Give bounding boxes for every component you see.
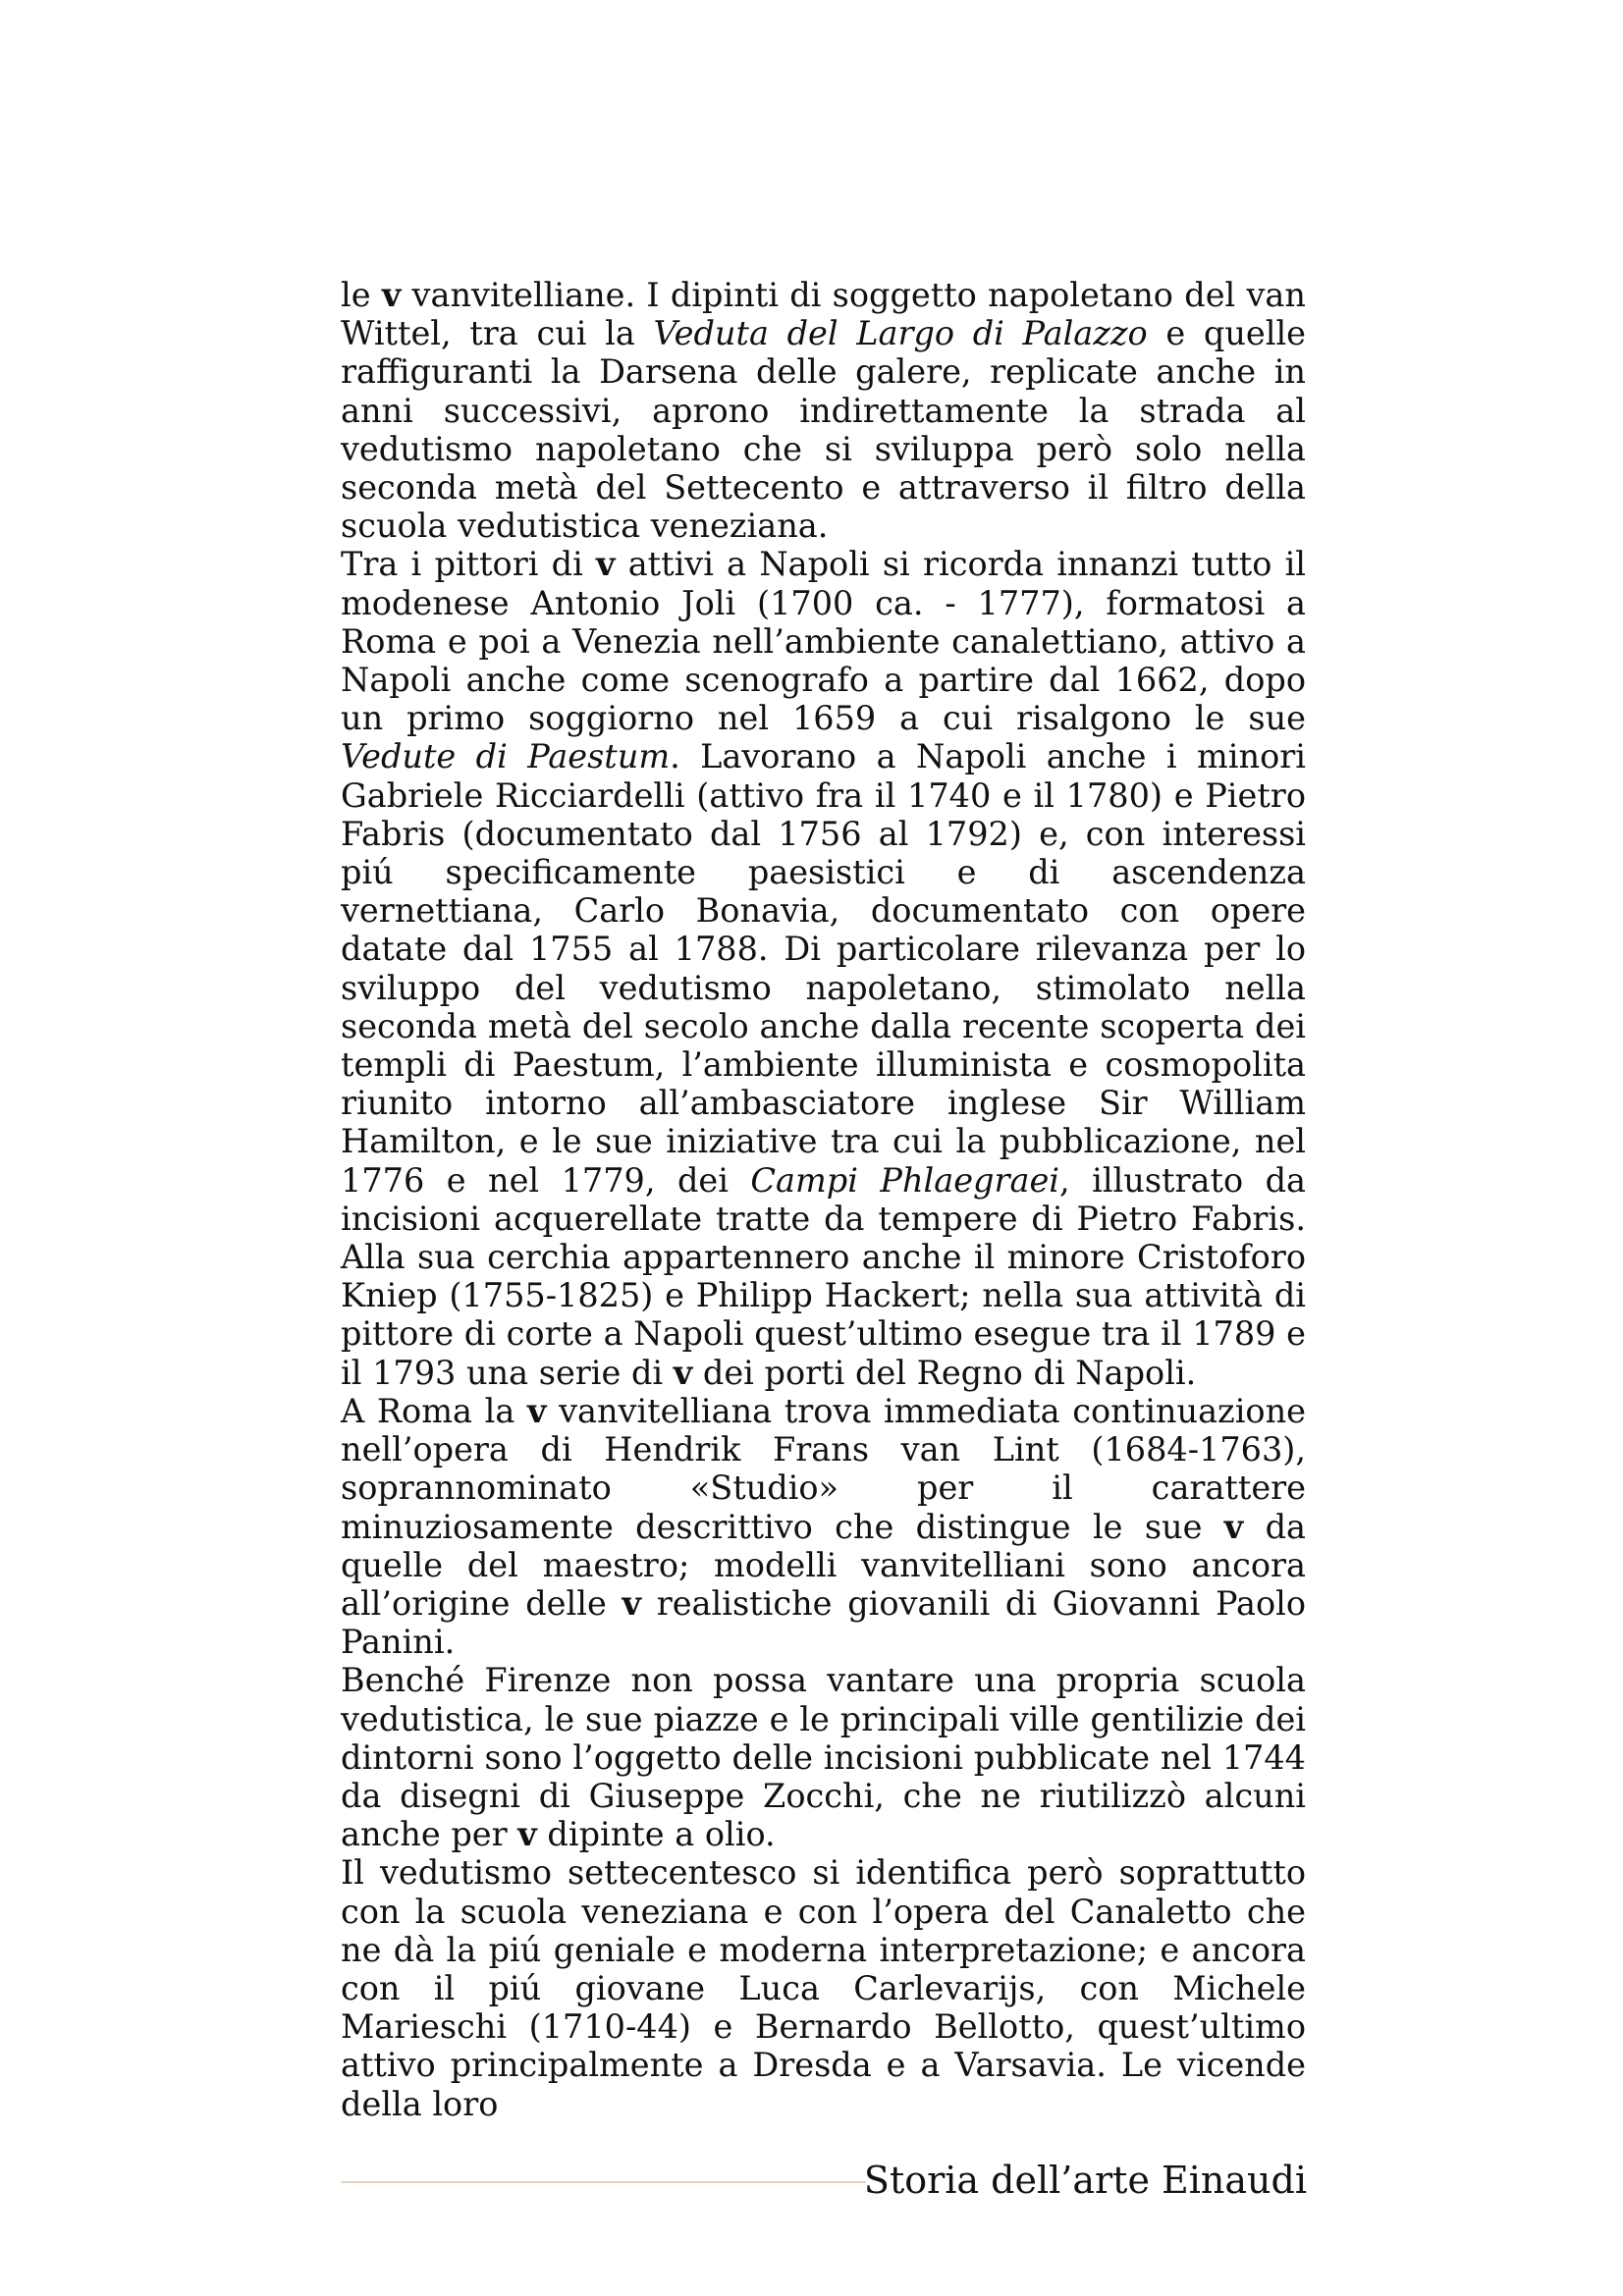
bold-abbreviation: v <box>1223 1507 1244 1546</box>
text-run: da quelle del maestro; modelli vanvitelliani sono ancora all’origine delle <box>341 1507 1306 1623</box>
text-run: dei porti del Regno di Napoli. <box>692 1353 1197 1392</box>
bold-abbreviation: v <box>596 545 616 584</box>
text-run: realistiche giovanili di Giovanni Paolo Panini. <box>341 1583 1307 1662</box>
body-text <box>341 276 1306 2123</box>
paragraph-5 <box>341 1853 1306 2122</box>
paragraph-4 <box>341 1661 1306 1853</box>
text-run: , illustrato da incisioni acquerellate tratte da tempere di Pietro Fabris. Alla sua cerchia appartennero anche il minore Cristoforo Kniep (1755-1825) e Philipp Hackert; nella sua attività di pittore di corte a Napoli quest’ultimo esegue tra il 1789 e il 1793 una serie di <box>341 1160 1307 1392</box>
text-run: A Roma la <box>341 1391 527 1430</box>
italic-title: Veduta del Largo di Palazzo <box>653 314 1148 353</box>
bold-abbreviation: v <box>526 1391 547 1430</box>
italic-title: Vedute di Paestum <box>341 737 671 776</box>
text-run: attivi a Napoli si ricorda innanzi tutto il modenese Antonio Joli (1700 ca. - 1777), formatosi a Roma e poi a Venezia nell’ambiente canalettiano, attivo a Napoli anche come scenografo a partire dal 1662, dopo un primo soggiorno nel 1659 a cui risalgono le sue <box>341 545 1307 738</box>
paragraph-2 <box>341 545 1306 1391</box>
paragraph-1 <box>341 276 1306 545</box>
bold-abbreviation: v <box>517 1815 537 1854</box>
text-run: Tra i pittori di <box>341 545 597 584</box>
text-run: le <box>341 276 382 314</box>
paragraph-3 <box>341 1392 1306 1661</box>
footer-title: Storia dell’arte Einaudi <box>863 2159 1307 2202</box>
text-run: Il vedutismo settecentesco si identifica però soprattutto con la scuola veneziana e con l’opera del Canaletto che ne dà la piú geniale e moderna interpretazione; e ancora con il piú giovane Luca Carlevarijs, con Michele Marieschi (1710-44) e Bernardo Bellotto, quest’ultimo attivo principalmente a Dresda e a Varsavia. Le vicende della loro <box>341 1853 1306 2123</box>
text-run: vanvitelliane. I dipinti di soggetto napoletano del van Wittel, tra cui la <box>341 276 1306 353</box>
bold-abbreviation: v <box>381 276 402 314</box>
footer-rule <box>341 2181 866 2183</box>
italic-title: Campi Phlaegraei <box>750 1160 1060 1200</box>
text-run: Benché Firenze non possa vantare una propria scuola vedutistica, le sue piazze e le principali ville gentilizie dei dintorni sono l’oggetto delle incisioni pubblicate nel 1744 da disegni di Giuseppe Zocchi, che ne riutilizzò alcuni anche per <box>341 1661 1306 1854</box>
bold-abbreviation: v <box>622 1583 641 1623</box>
text-run: vanvitelliana trova immediata continuazione nell’opera di Hendrik Frans van Lint (1684-1763), soprannominato «Studio» per il carattere minuziosamente descrittivo che distingue le sue <box>341 1391 1306 1546</box>
text-run: dipinte a olio. <box>536 1815 776 1854</box>
text-run: e quelle raffiguranti la Darsena delle galere, replicate anche in anni successivi, aprono indirettamente la strada al vedutismo napoletano che si sviluppa però solo nella seconda metà del Settecento e attraverso il filtro della scuola vedutistica veneziana. <box>341 314 1306 546</box>
bold-abbreviation: v <box>673 1353 693 1392</box>
text-run: . Lavorano a Napoli anche i minori Gabriele Ricciardelli (attivo fra il 1740 e il 1780) e Pietro Fabris (documentato dal 1756 al 1792) e, con interessi piú specificamente paesistici e di ascendenza vernettiana, Carlo Bonavia, documentato con opere datate dal 1755 al 1788. Di particolare rilevanza per lo sviluppo del vedutismo napoletano, stimolato nella seconda metà del secolo anche dalla recente scoperta dei templi di Paestum, l’ambiente illuminista e cosmopolita riunito intorno all’ambasciatore inglese Sir William Hamilton, e le sue iniziative tra cui la pubblicazione, nel 1776 e nel 1779, dei <box>341 737 1306 1200</box>
